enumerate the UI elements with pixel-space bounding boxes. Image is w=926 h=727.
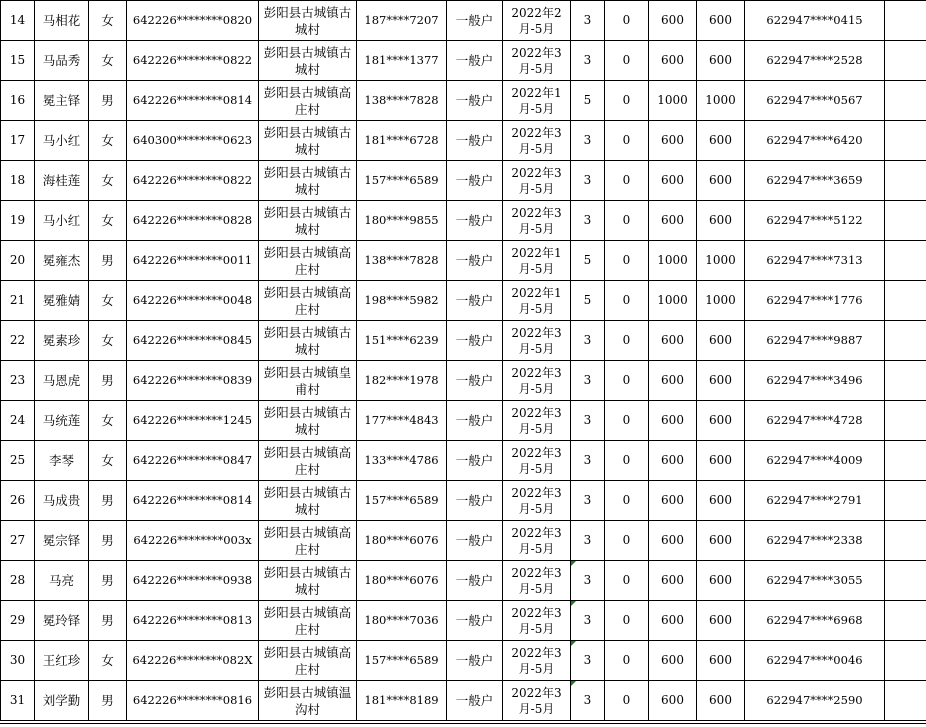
household-type-cell: 一般户	[447, 1, 503, 41]
amount-b-cell: 600	[649, 401, 697, 441]
table-row	[1, 281, 926, 321]
table-row	[1, 561, 926, 601]
household-type-cell: 一般户	[447, 201, 503, 241]
row-number-cell: 17	[1, 121, 35, 161]
name-cell: 马亮	[35, 561, 89, 601]
name-cell: 冕雅婧	[35, 281, 89, 321]
amount-b-cell: 1000	[649, 241, 697, 281]
amount-a-cell: 0	[605, 481, 649, 521]
phone-cell: 198****5982	[357, 281, 447, 321]
id-number-cell: 642226********0816	[127, 681, 259, 721]
id-number-cell: 642226********1245	[127, 401, 259, 441]
amount-a-cell: 0	[605, 361, 649, 401]
remark-cell	[885, 561, 926, 601]
period-cell: 2022年3月-5月	[503, 121, 571, 161]
remark-cell	[885, 201, 926, 241]
id-number-cell: 642226********082X	[127, 641, 259, 681]
amount-b-cell: 600	[649, 121, 697, 161]
bank-account-cell: 622947****3055	[745, 561, 885, 601]
gender-cell: 女	[89, 201, 127, 241]
months-cell: 3	[571, 121, 605, 161]
period-cell: 2022年3月-5月	[503, 321, 571, 361]
gender-cell: 男	[89, 481, 127, 521]
months-cell: 3	[571, 481, 605, 521]
remark-cell	[885, 401, 926, 441]
table-row	[1, 241, 926, 281]
phone-cell: 181****1377	[357, 41, 447, 81]
period-cell: 2022年3月-5月	[503, 401, 571, 441]
period-cell: 2022年1月-5月	[503, 281, 571, 321]
household-type-cell: 一般户	[447, 601, 503, 641]
id-number-cell: 642226********0847	[127, 441, 259, 481]
gender-cell: 女	[89, 321, 127, 361]
row-number-cell: 29	[1, 601, 35, 641]
amount-a-cell: 0	[605, 401, 649, 441]
id-number-cell: 642226********0011	[127, 241, 259, 281]
amount-b-cell: 600	[649, 1, 697, 41]
remark-cell	[885, 681, 926, 721]
table-row	[1, 41, 926, 81]
remark-cell	[885, 1, 926, 41]
remark-cell	[885, 81, 926, 121]
id-number-cell: 642226********0814	[127, 81, 259, 121]
period-cell: 2022年3月-5月	[503, 561, 571, 601]
bank-account-cell: 622947****0046	[745, 641, 885, 681]
amount-a-cell: 0	[605, 641, 649, 681]
phone-cell: 181****6728	[357, 121, 447, 161]
bank-account-cell: 622947****2338	[745, 521, 885, 561]
gender-cell: 女	[89, 281, 127, 321]
amount-c-cell: 1000	[697, 241, 745, 281]
months-cell	[571, 681, 605, 721]
bank-account-cell: 622947****2791	[745, 481, 885, 521]
id-number-cell: 642226********0813	[127, 601, 259, 641]
amount-c-cell: 1000	[697, 281, 745, 321]
household-type-cell: 一般户	[447, 41, 503, 81]
amount-c-cell: 600	[697, 121, 745, 161]
amount-a-cell: 0	[605, 281, 649, 321]
row-number-cell: 23	[1, 361, 35, 401]
household-type-cell: 一般户	[447, 681, 503, 721]
household-type-cell: 一般户	[447, 441, 503, 481]
amount-c-cell: 600	[697, 161, 745, 201]
amount-a-cell: 0	[605, 321, 649, 361]
table-row	[1, 321, 926, 361]
amount-b-cell: 600	[649, 601, 697, 641]
months-cell: 3	[571, 201, 605, 241]
household-type-cell: 一般户	[447, 161, 503, 201]
name-cell: 马成贵	[35, 481, 89, 521]
amount-c-cell: 600	[697, 561, 745, 601]
months-cell: 3	[571, 401, 605, 441]
id-number-cell: 642226********0938	[127, 561, 259, 601]
address-cell: 彭阳县古城镇古城村	[259, 121, 357, 161]
address-cell: 彭阳县古城镇古城村	[259, 41, 357, 81]
household-type-cell: 一般户	[447, 561, 503, 601]
table-row	[1, 641, 926, 681]
name-cell: 冕宗铎	[35, 521, 89, 561]
months-value: 3	[583, 693, 592, 707]
table-row	[1, 81, 926, 121]
phone-cell: 157****6589	[357, 641, 447, 681]
gender-cell: 女	[89, 641, 127, 681]
table-row	[1, 201, 926, 241]
months-cell: 3	[571, 41, 605, 81]
gender-cell: 男	[89, 361, 127, 401]
household-type-cell: 一般户	[447, 81, 503, 121]
table-row	[1, 521, 926, 561]
months-cell: 5	[571, 241, 605, 281]
bank-account-cell: 622947****3659	[745, 161, 885, 201]
amount-a-cell: 0	[605, 41, 649, 81]
phone-cell: 182****1978	[357, 361, 447, 401]
months-cell: 3	[571, 521, 605, 561]
next-row-edge	[0, 723, 926, 727]
address-cell: 彭阳县古城镇古城村	[259, 201, 357, 241]
household-type-cell: 一般户	[447, 241, 503, 281]
address-cell: 彭阳县古城镇古城村	[259, 401, 357, 441]
months-value: 3	[583, 613, 592, 627]
amount-a-cell: 0	[605, 601, 649, 641]
bank-account-cell: 622947****0415	[745, 1, 885, 41]
table-row	[1, 1, 926, 41]
row-number-cell: 31	[1, 681, 35, 721]
amount-c-cell: 600	[697, 641, 745, 681]
row-number-cell: 26	[1, 481, 35, 521]
row-number-cell: 18	[1, 161, 35, 201]
phone-cell: 177****4843	[357, 401, 447, 441]
id-number-cell: 642226********0048	[127, 281, 259, 321]
phone-cell: 157****6589	[357, 161, 447, 201]
row-number-cell: 20	[1, 241, 35, 281]
address-cell: 彭阳县古城镇高庄村	[259, 641, 357, 681]
period-cell: 2022年3月-5月	[503, 441, 571, 481]
months-cell	[571, 601, 605, 641]
name-cell: 海桂莲	[35, 161, 89, 201]
gender-cell: 女	[89, 401, 127, 441]
household-type-cell: 一般户	[447, 401, 503, 441]
id-number-cell: 642226********0839	[127, 361, 259, 401]
phone-cell: 181****8189	[357, 681, 447, 721]
phone-cell: 180****9855	[357, 201, 447, 241]
amount-c-cell: 600	[697, 41, 745, 81]
period-cell: 2022年3月-5月	[503, 481, 571, 521]
bank-account-cell: 622947****4009	[745, 441, 885, 481]
row-number-cell: 27	[1, 521, 35, 561]
months-cell: 5	[571, 81, 605, 121]
phone-cell: 133****4786	[357, 441, 447, 481]
household-type-cell: 一般户	[447, 521, 503, 561]
table-row	[1, 481, 926, 521]
gender-cell: 男	[89, 601, 127, 641]
phone-cell: 187****7207	[357, 1, 447, 41]
address-cell: 彭阳县古城镇皇甫村	[259, 361, 357, 401]
phone-cell: 180****6076	[357, 561, 447, 601]
id-number-cell: 642226********0822	[127, 41, 259, 81]
bank-account-cell: 622947****6968	[745, 601, 885, 641]
row-number-cell: 24	[1, 401, 35, 441]
address-cell: 彭阳县古城镇高庄村	[259, 601, 357, 641]
id-number-cell: 642226********0814	[127, 481, 259, 521]
period-cell: 2022年3月-5月	[503, 641, 571, 681]
amount-b-cell: 600	[649, 441, 697, 481]
gender-cell: 女	[89, 441, 127, 481]
amount-b-cell: 600	[649, 201, 697, 241]
table-row	[1, 361, 926, 401]
phone-cell: 138****7828	[357, 81, 447, 121]
id-number-cell: 642226********0828	[127, 201, 259, 241]
name-cell: 冕玲铎	[35, 601, 89, 641]
bank-account-cell: 622947****3496	[745, 361, 885, 401]
bank-account-cell: 622947****6420	[745, 121, 885, 161]
amount-b-cell: 600	[649, 521, 697, 561]
amount-b-cell: 600	[649, 41, 697, 81]
row-number-cell: 30	[1, 641, 35, 681]
cell-comment-marker	[571, 681, 576, 686]
name-cell: 马小红	[35, 121, 89, 161]
remark-cell	[885, 121, 926, 161]
amount-c-cell: 600	[697, 321, 745, 361]
amount-b-cell: 1000	[649, 281, 697, 321]
amount-a-cell: 0	[605, 121, 649, 161]
gender-cell: 女	[89, 41, 127, 81]
address-cell: 彭阳县古城镇古城村	[259, 1, 357, 41]
phone-cell: 151****6239	[357, 321, 447, 361]
table-row	[1, 121, 926, 161]
months-cell: 5	[571, 281, 605, 321]
name-cell: 李琴	[35, 441, 89, 481]
household-type-cell: 一般户	[447, 361, 503, 401]
address-cell: 彭阳县古城镇古城村	[259, 561, 357, 601]
amount-b-cell: 600	[649, 321, 697, 361]
household-type-cell: 一般户	[447, 321, 503, 361]
id-number-cell: 642226********0845	[127, 321, 259, 361]
id-number-cell: 642226********0820	[127, 1, 259, 41]
remark-cell	[885, 41, 926, 81]
amount-b-cell: 600	[649, 681, 697, 721]
gender-cell: 男	[89, 81, 127, 121]
cell-comment-marker	[571, 601, 576, 606]
amount-b-cell: 600	[649, 481, 697, 521]
remark-cell	[885, 281, 926, 321]
row-number-cell: 21	[1, 281, 35, 321]
row-number-cell: 14	[1, 1, 35, 41]
row-number-cell: 22	[1, 321, 35, 361]
amount-c-cell: 600	[697, 441, 745, 481]
gender-cell: 女	[89, 161, 127, 201]
bank-account-cell: 622947****9887	[745, 321, 885, 361]
bank-account-cell: 622947****2528	[745, 41, 885, 81]
months-value: 3	[583, 653, 592, 667]
table-row	[1, 401, 926, 441]
id-number-cell: 642226********003x	[127, 521, 259, 561]
amount-c-cell: 600	[697, 481, 745, 521]
address-cell: 彭阳县古城镇古城村	[259, 161, 357, 201]
amount-c-cell: 600	[697, 601, 745, 641]
address-cell: 彭阳县古城镇温沟村	[259, 681, 357, 721]
gender-cell: 男	[89, 681, 127, 721]
period-cell: 2022年3月-5月	[503, 361, 571, 401]
months-cell: 3	[571, 361, 605, 401]
remark-cell	[885, 481, 926, 521]
remark-cell	[885, 521, 926, 561]
household-type-cell: 一般户	[447, 481, 503, 521]
name-cell: 冕主铎	[35, 81, 89, 121]
table-row	[1, 161, 926, 201]
name-cell: 马恩虎	[35, 361, 89, 401]
row-number-cell: 28	[1, 561, 35, 601]
amount-a-cell: 0	[605, 521, 649, 561]
amount-a-cell: 0	[605, 1, 649, 41]
remark-cell	[885, 361, 926, 401]
amount-b-cell: 600	[649, 161, 697, 201]
months-cell: 3	[571, 321, 605, 361]
period-cell: 2022年3月-5月	[503, 601, 571, 641]
bank-account-cell: 622947****0567	[745, 81, 885, 121]
amount-a-cell: 0	[605, 81, 649, 121]
gender-cell: 女	[89, 121, 127, 161]
gender-cell: 男	[89, 561, 127, 601]
period-cell: 2022年3月-5月	[503, 521, 571, 561]
address-cell: 彭阳县古城镇高庄村	[259, 81, 357, 121]
row-number-cell: 15	[1, 41, 35, 81]
bank-account-cell: 622947****5122	[745, 201, 885, 241]
amount-a-cell: 0	[605, 441, 649, 481]
cell-comment-marker	[571, 641, 576, 646]
months-value: 3	[583, 573, 592, 587]
household-type-cell: 一般户	[447, 641, 503, 681]
cell-comment-marker	[571, 561, 576, 566]
period-cell: 2022年2月-5月	[503, 1, 571, 41]
amount-a-cell: 0	[605, 241, 649, 281]
months-cell: 3	[571, 1, 605, 41]
phone-cell: 180****7036	[357, 601, 447, 641]
amount-a-cell: 0	[605, 561, 649, 601]
row-number-cell: 25	[1, 441, 35, 481]
remark-cell	[885, 321, 926, 361]
household-type-cell: 一般户	[447, 281, 503, 321]
amount-b-cell: 600	[649, 561, 697, 601]
id-number-cell: 640300********0623	[127, 121, 259, 161]
address-cell: 彭阳县古城镇古城村	[259, 481, 357, 521]
row-number-cell: 16	[1, 81, 35, 121]
amount-b-cell: 600	[649, 641, 697, 681]
amount-c-cell: 600	[697, 1, 745, 41]
period-cell: 2022年1月-5月	[503, 241, 571, 281]
period-cell: 2022年3月-5月	[503, 41, 571, 81]
amount-a-cell: 0	[605, 681, 649, 721]
row-number-cell: 19	[1, 201, 35, 241]
period-cell: 2022年3月-5月	[503, 681, 571, 721]
remark-cell	[885, 601, 926, 641]
address-cell: 彭阳县古城镇高庄村	[259, 281, 357, 321]
address-cell: 彭阳县古城镇高庄村	[259, 241, 357, 281]
amount-c-cell: 600	[697, 201, 745, 241]
name-cell: 马品秀	[35, 41, 89, 81]
amount-a-cell: 0	[605, 161, 649, 201]
remark-cell	[885, 641, 926, 681]
months-cell: 3	[571, 161, 605, 201]
remark-cell	[885, 161, 926, 201]
gender-cell: 女	[89, 1, 127, 41]
address-cell: 彭阳县古城镇高庄村	[259, 521, 357, 561]
name-cell: 马统莲	[35, 401, 89, 441]
remark-cell	[885, 241, 926, 281]
amount-b-cell: 600	[649, 361, 697, 401]
amount-c-cell: 1000	[697, 81, 745, 121]
name-cell: 刘学勤	[35, 681, 89, 721]
phone-cell: 180****6076	[357, 521, 447, 561]
period-cell: 2022年3月-5月	[503, 161, 571, 201]
name-cell: 王红珍	[35, 641, 89, 681]
period-cell: 2022年1月-5月	[503, 81, 571, 121]
name-cell: 马小红	[35, 201, 89, 241]
name-cell: 马相花	[35, 1, 89, 41]
amount-a-cell: 0	[605, 201, 649, 241]
amount-b-cell: 1000	[649, 81, 697, 121]
name-cell: 冕雍杰	[35, 241, 89, 281]
amount-c-cell: 600	[697, 681, 745, 721]
table-row	[1, 601, 926, 641]
address-cell: 彭阳县古城镇高庄村	[259, 441, 357, 481]
bank-account-cell: 622947****1776	[745, 281, 885, 321]
months-cell: 3	[571, 441, 605, 481]
amount-c-cell: 600	[697, 361, 745, 401]
months-cell	[571, 641, 605, 681]
amount-c-cell: 600	[697, 521, 745, 561]
id-number-cell: 642226********0822	[127, 161, 259, 201]
amount-c-cell: 600	[697, 401, 745, 441]
remark-cell	[885, 441, 926, 481]
bank-account-cell: 622947****2590	[745, 681, 885, 721]
phone-cell: 157****6589	[357, 481, 447, 521]
table-row	[1, 441, 926, 481]
period-cell: 2022年3月-5月	[503, 201, 571, 241]
bank-account-cell: 622947****7313	[745, 241, 885, 281]
household-type-cell: 一般户	[447, 121, 503, 161]
name-cell: 冕素珍	[35, 321, 89, 361]
table-body	[1, 1, 926, 721]
table-row	[1, 681, 926, 721]
address-cell: 彭阳县古城镇古城村	[259, 321, 357, 361]
months-cell	[571, 561, 605, 601]
phone-cell: 138****7828	[357, 241, 447, 281]
gender-cell: 男	[89, 521, 127, 561]
bank-account-cell: 622947****4728	[745, 401, 885, 441]
gender-cell: 男	[89, 241, 127, 281]
